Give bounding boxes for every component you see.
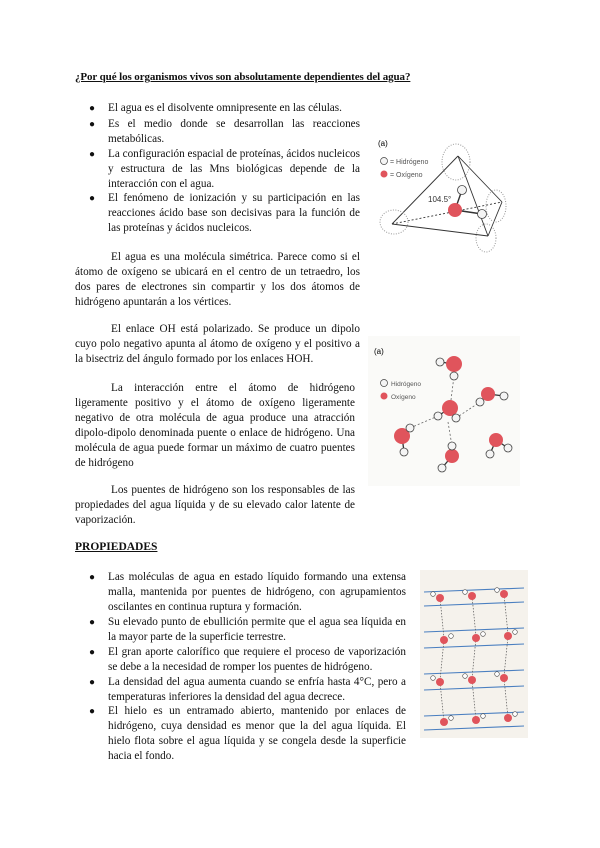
hydrogen-atom-icon — [458, 186, 467, 195]
list-item: El fenómeno de ionización y su participación en las reacciones ácido base son decisivas para la función de las proteínas y ácidos nucleicos. — [108, 192, 360, 234]
tetrahedron-figure — [370, 132, 520, 272]
bullet-dot: ● — [89, 103, 96, 114]
hydrogen-legend-icon — [381, 380, 388, 387]
bullet-dot: ● — [89, 119, 96, 130]
bullet-dot: ● — [89, 193, 96, 204]
bond-angle: 104.5° — [428, 195, 452, 204]
bullet-dot: ● — [89, 647, 96, 658]
list-item: El agua es el disolvente omnipresente en las células. — [108, 102, 342, 114]
list-item: El hielo es un entramado abierto, mantenido por enlaces de hidrógeno, cuya densidad es menor que la del agua líquida. El hielo flota sobre el agua líquida y se congela desde la superficie hacia el fondo. — [108, 705, 406, 762]
bullet-dot: ● — [89, 617, 96, 628]
oxygen-legend-icon — [381, 171, 388, 178]
figure-label: (a) — [378, 139, 388, 148]
paragraph: El enlace OH está polarizado. Se produce un dipolo cuyo polo negativo apunta al átomo de oxígeno y el positivo a la bisectriz del ángulo formado por los enlaces HOH. — [75, 323, 360, 365]
hydrogen-legend-icon — [381, 158, 388, 165]
hydrogen-bond-figure — [368, 336, 520, 486]
bullet-dot: ● — [89, 706, 96, 717]
figure-label: (a) — [374, 347, 384, 356]
legend-oxygen: Oxígeno — [391, 394, 416, 401]
list-item: Es el medio donde se desarrollan las reacciones metabólicas. — [108, 118, 360, 145]
list-item: La configuración espacial de proteínas, ácidos nucleicos y estructura de las Mns biológicas depende de la interacción con el agua. — [108, 148, 360, 190]
ice-lattice-figure — [420, 570, 528, 738]
oxygen-legend-icon — [381, 393, 388, 400]
legend-hydrogen: = Hidrógeno — [390, 159, 429, 166]
list-item: La densidad del agua aumenta cuando se enfría hasta 4°C, pero a temperaturas inferiores la densidad del agua decrece. — [108, 676, 406, 703]
paragraph: La interacción entre el átomo de hidrógeno ligeramente positivo y el átomo de oxígeno ligeramente negativo de otra molécula de agua produce una atracción dipolo-dipolo denominada puente o enlace de hidrógeno. Una molécula de agua puede formar un máximo de cuatro puentes de hidrógeno — [75, 382, 355, 469]
section-heading: PROPIEDADES — [75, 541, 158, 553]
list-item: El gran aporte calorífico que requiere el proceso de vaporización se debe a la necesidad de romper los puentes de hidrógeno. — [108, 646, 406, 673]
bullet-dot: ● — [89, 149, 96, 160]
bullet-dot: ● — [89, 572, 96, 583]
list-item: Su elevado punto de ebullición permite que el agua sea líquida en la mayor parte de la superficie terrestre. — [108, 616, 406, 643]
legend-hydrogen: Hidrógeno — [391, 381, 421, 388]
oxygen-atom-icon — [448, 203, 462, 217]
legend-oxygen: = Oxígeno — [390, 172, 423, 179]
hydrogen-atom-icon — [478, 210, 487, 219]
page-title: ¿Por qué los organismos vivos son absolutamente dependientes del agua? — [75, 71, 411, 83]
paragraph: El agua es una molécula simétrica. Parece como si el átomo de oxígeno se ubicará en el centro de un tetraedro, los dos pares de electrones sin compartir y los dos átomos de hidrógeno apuntarán a los vértices. — [75, 251, 360, 308]
list-item: Las moléculas de agua en estado líquido formando una extensa malla, mantenida por puentes de hidrógeno, con agrupamientos oscilantes en continua ruptura y formación. — [108, 571, 406, 613]
paragraph: Los puentes de hidrógeno son los responsables de las propiedades del agua líquida y de su elevado calor latente de vaporización. — [75, 484, 355, 526]
bullet-dot: ● — [89, 677, 96, 688]
